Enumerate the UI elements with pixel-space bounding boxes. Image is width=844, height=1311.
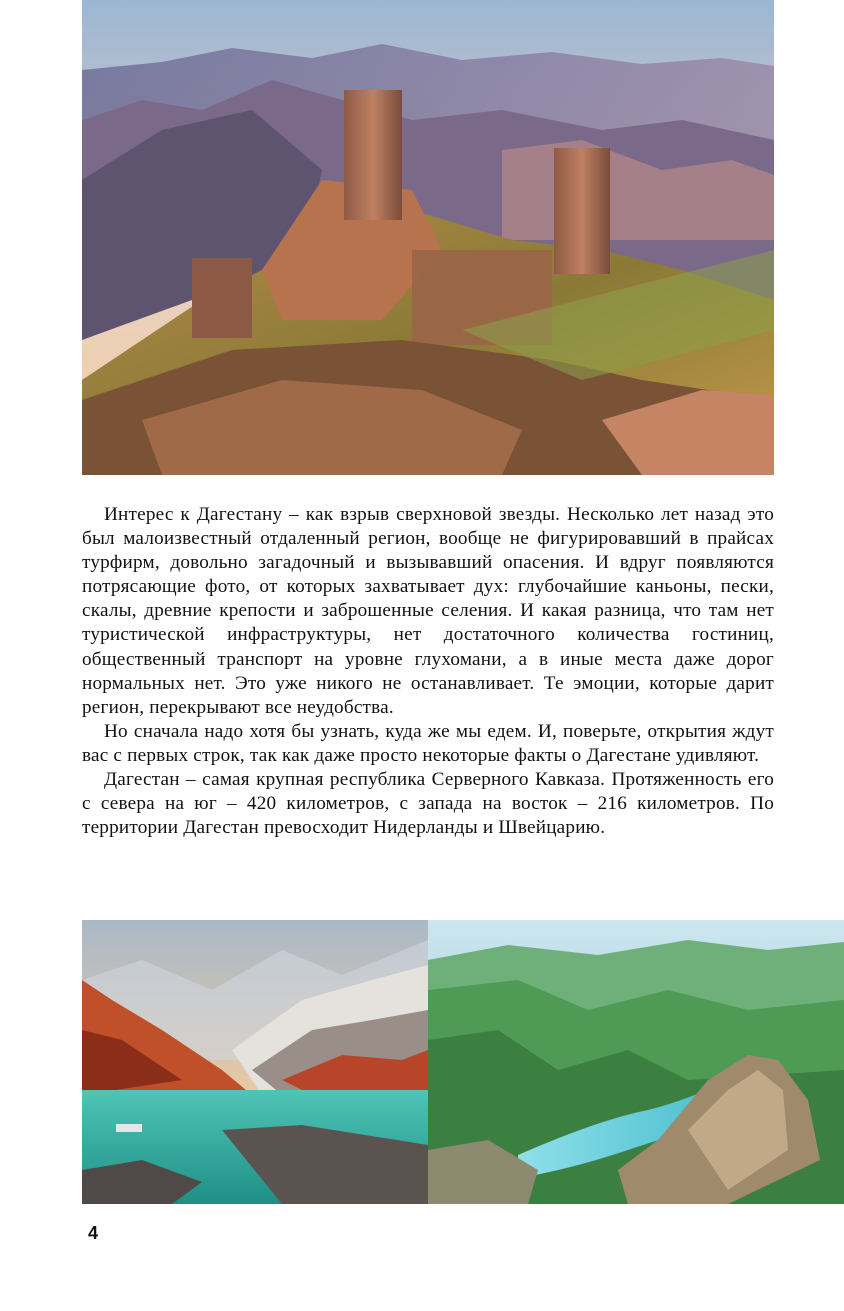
- page-number: 4: [88, 1223, 99, 1243]
- paragraph-geography: Дагестан – самая крупная республика Серверного Кавказа. Протяженность его с севера на юг – 420 километров, с запада на восток – 216 километров. По территории Дагестан превосходит Нидерланды и Швейцарию.: [82, 769, 774, 839]
- photo-mountain-towers: [82, 0, 774, 475]
- lake-landscape-image: [82, 920, 428, 1204]
- paragraph-discoveries: Но сначала надо хотя бы узнать, куда же мы едем. И, поверьте, открытия ждут вас с первых строк, так как даже просто некоторые факты о Дагестане удивляют.: [82, 720, 774, 766]
- canyon-landscape-image: [428, 920, 844, 1204]
- photo-green-canyon: [428, 920, 844, 1204]
- photo-mountain-lake: [82, 920, 428, 1204]
- paragraph-intro: Интерес к Дагестану – как взрыв сверхновой звезды. Несколько лет назад это был малоизвестный отдаленный регион, вообще не фигурировавший в прайсах турфирм, довольно загадочный и вызывавший опасения. И вдруг появляются потрясающие фото, от которых захватывает дух: глубочайшие каньоны, пески, скалы, древние крепости и заброшенные селения. И какая разница, что там нет туристической инфраструктуры, нет достаточного количества гостиниц, общественный транспорт на уровне глухомани, а в иные места даже дорог нормальных нет. Это уже никого не останавливает. Те эмоции, которые дарит регион, перекрывают все неудобства.: [82, 504, 774, 718]
- towers-landscape-image: [82, 0, 774, 475]
- article-text: [82, 503, 774, 840]
